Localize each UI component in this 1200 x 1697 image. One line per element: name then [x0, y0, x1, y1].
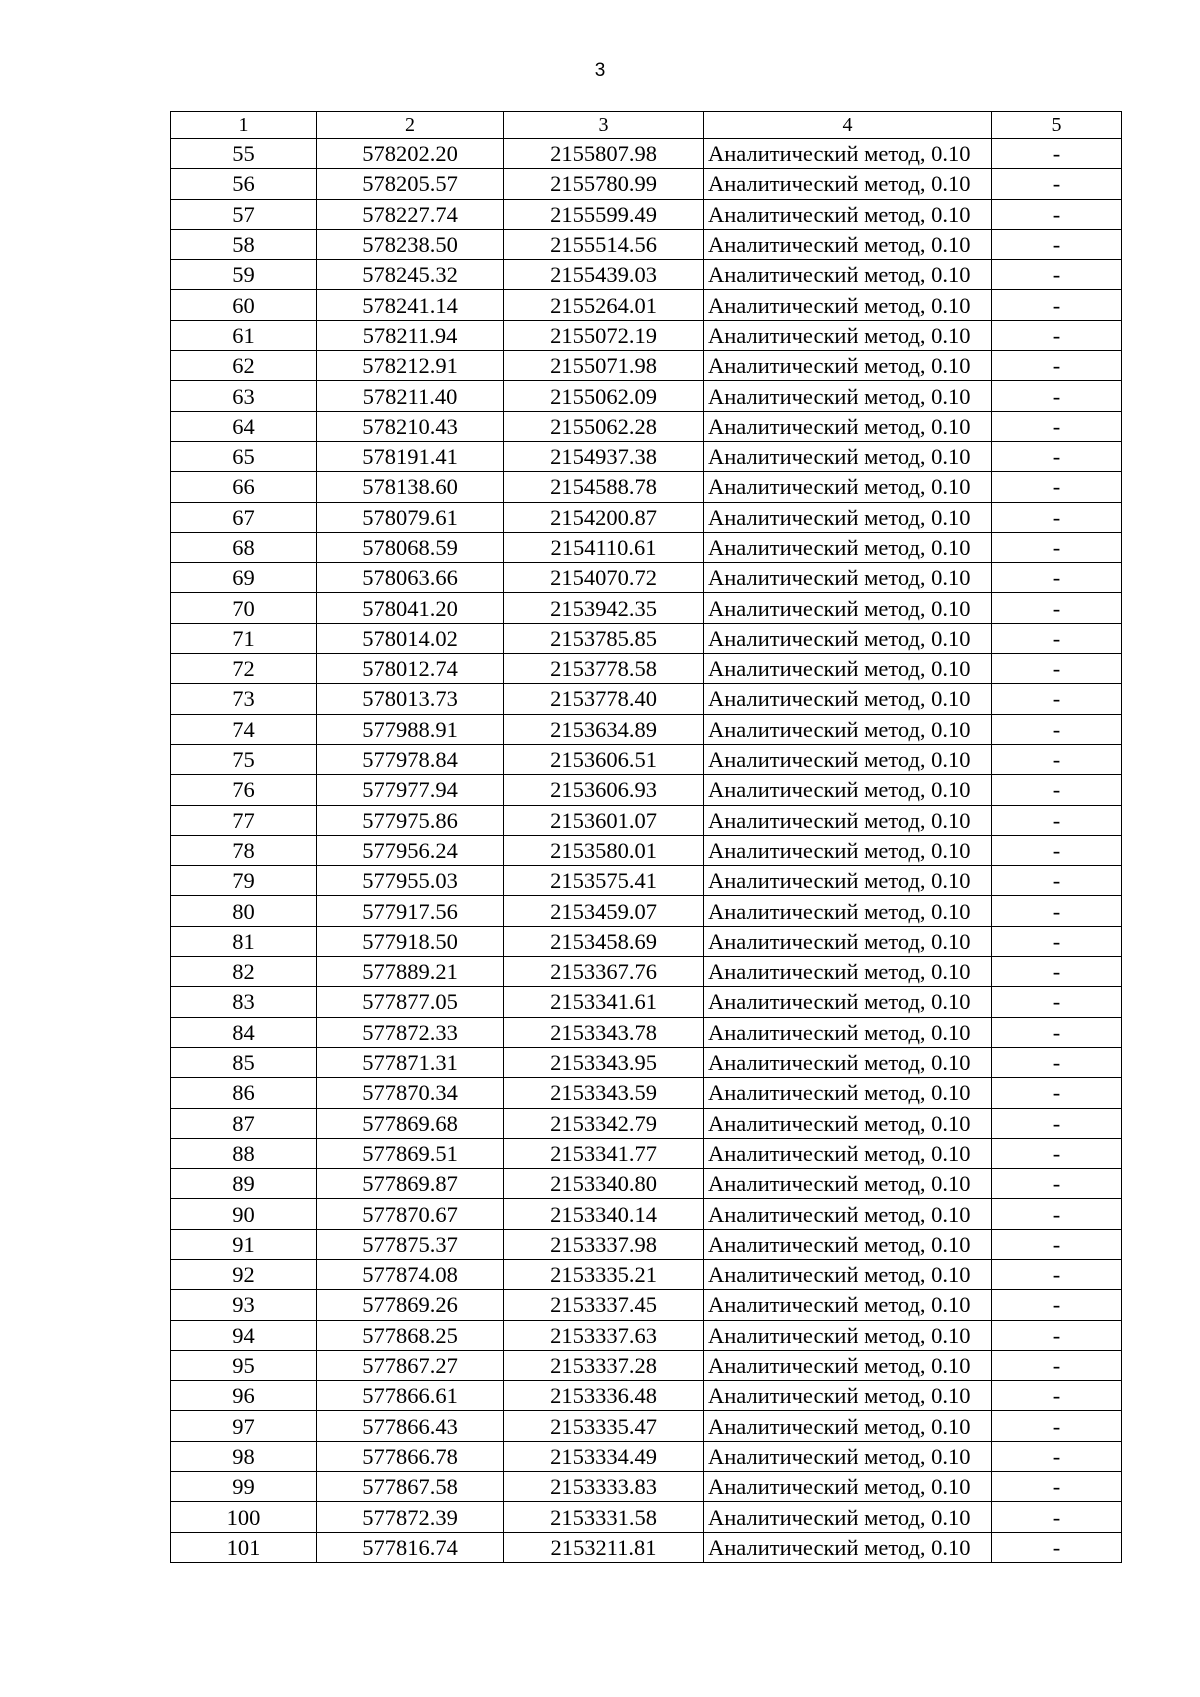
note-cell: -: [992, 1441, 1122, 1471]
page-number: 3: [594, 60, 606, 81]
method-cell: Аналитический метод, 0.10: [704, 744, 992, 774]
table-row: [171, 1381, 1122, 1411]
method-cell: Аналитический метод, 0.10: [704, 532, 992, 562]
note-cell: -: [992, 1411, 1122, 1441]
note-cell: -: [992, 1017, 1122, 1047]
table-row: [171, 502, 1122, 532]
method-cell: Аналитический метод, 0.10: [704, 1381, 992, 1411]
y-coordinate-cell: 2153778.40: [504, 684, 704, 714]
method-cell: Аналитический метод, 0.10: [704, 775, 992, 805]
x-coordinate-cell: 577917.56: [317, 896, 504, 926]
x-coordinate-cell: 577867.58: [317, 1472, 504, 1502]
table-row: [171, 1199, 1122, 1229]
x-coordinate-cell: 577978.84: [317, 744, 504, 774]
table-row: [171, 532, 1122, 562]
point-number-cell: 71: [171, 623, 317, 653]
table-row: [171, 1078, 1122, 1108]
table-row: [171, 1169, 1122, 1199]
x-coordinate-cell: 578227.74: [317, 199, 504, 229]
x-coordinate-cell: 577871.31: [317, 1047, 504, 1077]
y-coordinate-cell: 2153458.69: [504, 926, 704, 956]
note-cell: -: [992, 957, 1122, 987]
method-cell: Аналитический метод, 0.10: [704, 169, 992, 199]
table-row: [171, 472, 1122, 502]
method-cell: Аналитический метод, 0.10: [704, 411, 992, 441]
point-number-cell: 98: [171, 1441, 317, 1471]
note-cell: -: [992, 381, 1122, 411]
method-cell: Аналитический метод, 0.10: [704, 1411, 992, 1441]
method-cell: Аналитический метод, 0.10: [704, 926, 992, 956]
table-body: [171, 139, 1122, 1563]
y-coordinate-cell: 2155599.49: [504, 199, 704, 229]
y-coordinate-cell: 2154110.61: [504, 532, 704, 562]
y-coordinate-cell: 2155807.98: [504, 139, 704, 169]
y-coordinate-cell: 2153575.41: [504, 866, 704, 896]
y-coordinate-cell: 2153606.93: [504, 775, 704, 805]
y-coordinate-cell: 2153341.77: [504, 1138, 704, 1168]
x-coordinate-cell: 578013.73: [317, 684, 504, 714]
note-cell: -: [992, 1472, 1122, 1502]
note-cell: -: [992, 987, 1122, 1017]
point-number-cell: 85: [171, 1047, 317, 1077]
method-cell: Аналитический метод, 0.10: [704, 139, 992, 169]
point-number-cell: 93: [171, 1290, 317, 1320]
x-coordinate-cell: 577956.24: [317, 835, 504, 865]
method-cell: Аналитический метод, 0.10: [704, 1078, 992, 1108]
method-cell: Аналитический метод, 0.10: [704, 1017, 992, 1047]
method-cell: Аналитический метод, 0.10: [704, 351, 992, 381]
method-cell: Аналитический метод, 0.10: [704, 1047, 992, 1077]
x-coordinate-cell: 577870.67: [317, 1199, 504, 1229]
x-coordinate-cell: 577870.34: [317, 1078, 504, 1108]
table-row: [171, 654, 1122, 684]
method-cell: Аналитический метод, 0.10: [704, 320, 992, 350]
y-coordinate-cell: 2153337.98: [504, 1229, 704, 1259]
x-coordinate-cell: 577955.03: [317, 866, 504, 896]
table-row: [171, 957, 1122, 987]
y-coordinate-cell: 2153336.48: [504, 1381, 704, 1411]
x-coordinate-cell: 578212.91: [317, 351, 504, 381]
header-row: [171, 112, 1122, 139]
x-coordinate-cell: 578245.32: [317, 260, 504, 290]
method-cell: Аналитический метод, 0.10: [704, 1472, 992, 1502]
note-cell: -: [992, 1532, 1122, 1562]
point-number-cell: 65: [171, 441, 317, 471]
x-coordinate-cell: 577868.25: [317, 1320, 504, 1350]
point-number-cell: 88: [171, 1138, 317, 1168]
x-coordinate-cell: 577872.39: [317, 1502, 504, 1532]
point-number-cell: 57: [171, 199, 317, 229]
table-row: [171, 926, 1122, 956]
note-cell: -: [992, 593, 1122, 623]
y-coordinate-cell: 2154070.72: [504, 563, 704, 593]
note-cell: -: [992, 896, 1122, 926]
x-coordinate-cell: 578238.50: [317, 229, 504, 259]
x-coordinate-cell: 578241.14: [317, 290, 504, 320]
method-cell: Аналитический метод, 0.10: [704, 957, 992, 987]
x-coordinate-cell: 577869.87: [317, 1169, 504, 1199]
point-number-cell: 64: [171, 411, 317, 441]
note-cell: -: [992, 1259, 1122, 1289]
x-coordinate-cell: 577918.50: [317, 926, 504, 956]
point-number-cell: 62: [171, 351, 317, 381]
method-cell: Аналитический метод, 0.10: [704, 1229, 992, 1259]
y-coordinate-cell: 2153343.59: [504, 1078, 704, 1108]
y-coordinate-cell: 2153343.95: [504, 1047, 704, 1077]
table-row: [171, 987, 1122, 1017]
method-cell: Аналитический метод, 0.10: [704, 1502, 992, 1532]
point-number-cell: 68: [171, 532, 317, 562]
table-row: [171, 1290, 1122, 1320]
x-coordinate-cell: 578202.20: [317, 139, 504, 169]
point-number-cell: 76: [171, 775, 317, 805]
note-cell: -: [992, 1290, 1122, 1320]
point-number-cell: 96: [171, 1381, 317, 1411]
note-cell: -: [992, 623, 1122, 653]
table-row: [171, 290, 1122, 320]
x-coordinate-cell: 578041.20: [317, 593, 504, 623]
note-cell: -: [992, 169, 1122, 199]
x-coordinate-cell: 577874.08: [317, 1259, 504, 1289]
table-row: [171, 1532, 1122, 1562]
x-coordinate-cell: 578138.60: [317, 472, 504, 502]
y-coordinate-cell: 2153331.58: [504, 1502, 704, 1532]
x-coordinate-cell: 577877.05: [317, 987, 504, 1017]
y-coordinate-cell: 2153634.89: [504, 714, 704, 744]
note-cell: -: [992, 1502, 1122, 1532]
point-number-cell: 86: [171, 1078, 317, 1108]
table-row: [171, 169, 1122, 199]
note-cell: -: [992, 805, 1122, 835]
x-coordinate-cell: 577869.68: [317, 1108, 504, 1138]
note-cell: -: [992, 139, 1122, 169]
point-number-cell: 69: [171, 563, 317, 593]
note-cell: -: [992, 835, 1122, 865]
note-cell: -: [992, 260, 1122, 290]
x-coordinate-cell: 578014.02: [317, 623, 504, 653]
table-row: [171, 381, 1122, 411]
point-number-cell: 94: [171, 1320, 317, 1350]
method-cell: Аналитический метод, 0.10: [704, 502, 992, 532]
note-cell: -: [992, 775, 1122, 805]
table-row: [171, 1411, 1122, 1441]
coordinates-table: [170, 111, 1122, 1563]
note-cell: -: [992, 1047, 1122, 1077]
point-number-cell: 87: [171, 1108, 317, 1138]
x-coordinate-cell: 578191.41: [317, 441, 504, 471]
method-cell: Аналитический метод, 0.10: [704, 1350, 992, 1380]
table-row: [171, 1108, 1122, 1138]
table-row: [171, 411, 1122, 441]
header-cell-3: 3: [504, 112, 704, 139]
table-row: [171, 896, 1122, 926]
point-number-cell: 100: [171, 1502, 317, 1532]
table-row: [171, 351, 1122, 381]
note-cell: -: [992, 1199, 1122, 1229]
y-coordinate-cell: 2153337.28: [504, 1350, 704, 1380]
header-cell-2: 2: [317, 112, 504, 139]
table-row: [171, 744, 1122, 774]
note-cell: -: [992, 532, 1122, 562]
x-coordinate-cell: 578210.43: [317, 411, 504, 441]
point-number-cell: 82: [171, 957, 317, 987]
note-cell: -: [992, 411, 1122, 441]
y-coordinate-cell: 2153334.49: [504, 1441, 704, 1471]
method-cell: Аналитический метод, 0.10: [704, 835, 992, 865]
y-coordinate-cell: 2153340.14: [504, 1199, 704, 1229]
note-cell: -: [992, 1108, 1122, 1138]
note-cell: -: [992, 654, 1122, 684]
point-number-cell: 73: [171, 684, 317, 714]
x-coordinate-cell: 577866.78: [317, 1441, 504, 1471]
method-cell: Аналитический метод, 0.10: [704, 684, 992, 714]
table-row: [171, 563, 1122, 593]
header-cell-5: 5: [992, 112, 1122, 139]
x-coordinate-cell: 577875.37: [317, 1229, 504, 1259]
method-cell: Аналитический метод, 0.10: [704, 441, 992, 471]
point-number-cell: 78: [171, 835, 317, 865]
point-number-cell: 67: [171, 502, 317, 532]
table-row: [171, 684, 1122, 714]
point-number-cell: 83: [171, 987, 317, 1017]
table-row: [171, 1017, 1122, 1047]
y-coordinate-cell: 2155071.98: [504, 351, 704, 381]
x-coordinate-cell: 578211.40: [317, 381, 504, 411]
method-cell: Аналитический метод, 0.10: [704, 290, 992, 320]
x-coordinate-cell: 577816.74: [317, 1532, 504, 1562]
point-number-cell: 81: [171, 926, 317, 956]
method-cell: Аналитический метод, 0.10: [704, 199, 992, 229]
method-cell: Аналитический метод, 0.10: [704, 1532, 992, 1562]
point-number-cell: 97: [171, 1411, 317, 1441]
y-coordinate-cell: 2155439.03: [504, 260, 704, 290]
method-cell: Аналитический метод, 0.10: [704, 229, 992, 259]
note-cell: -: [992, 502, 1122, 532]
method-cell: Аналитический метод, 0.10: [704, 1320, 992, 1350]
point-number-cell: 63: [171, 381, 317, 411]
table-row: [171, 1502, 1122, 1532]
method-cell: Аналитический метод, 0.10: [704, 381, 992, 411]
y-coordinate-cell: 2153785.85: [504, 623, 704, 653]
method-cell: Аналитический метод, 0.10: [704, 1199, 992, 1229]
table-row: [171, 1229, 1122, 1259]
point-number-cell: 101: [171, 1532, 317, 1562]
point-number-cell: 89: [171, 1169, 317, 1199]
y-coordinate-cell: 2154937.38: [504, 441, 704, 471]
note-cell: -: [992, 563, 1122, 593]
y-coordinate-cell: 2153335.47: [504, 1411, 704, 1441]
method-cell: Аналитический метод, 0.10: [704, 1259, 992, 1289]
table-row: [171, 1138, 1122, 1168]
table-row: [171, 623, 1122, 653]
method-cell: Аналитический метод, 0.10: [704, 260, 992, 290]
method-cell: Аналитический метод, 0.10: [704, 623, 992, 653]
x-coordinate-cell: 578068.59: [317, 532, 504, 562]
note-cell: -: [992, 1350, 1122, 1380]
point-number-cell: 55: [171, 139, 317, 169]
x-coordinate-cell: 577988.91: [317, 714, 504, 744]
table-row: [171, 1259, 1122, 1289]
method-cell: Аналитический метод, 0.10: [704, 1169, 992, 1199]
table-row: [171, 139, 1122, 169]
x-coordinate-cell: 578211.94: [317, 320, 504, 350]
point-number-cell: 79: [171, 866, 317, 896]
method-cell: Аналитический метод, 0.10: [704, 805, 992, 835]
note-cell: -: [992, 1138, 1122, 1168]
point-number-cell: 99: [171, 1472, 317, 1502]
note-cell: -: [992, 1381, 1122, 1411]
method-cell: Аналитический метод, 0.10: [704, 654, 992, 684]
y-coordinate-cell: 2153335.21: [504, 1259, 704, 1289]
y-coordinate-cell: 2153211.81: [504, 1532, 704, 1562]
x-coordinate-cell: 577869.51: [317, 1138, 504, 1168]
table-header: [171, 112, 1122, 139]
header-cell-4: 4: [704, 112, 992, 139]
y-coordinate-cell: 2153337.63: [504, 1320, 704, 1350]
point-number-cell: 70: [171, 593, 317, 623]
method-cell: Аналитический метод, 0.10: [704, 987, 992, 1017]
note-cell: -: [992, 351, 1122, 381]
point-number-cell: 66: [171, 472, 317, 502]
method-cell: Аналитический метод, 0.10: [704, 563, 992, 593]
x-coordinate-cell: 577866.43: [317, 1411, 504, 1441]
y-coordinate-cell: 2153459.07: [504, 896, 704, 926]
y-coordinate-cell: 2153343.78: [504, 1017, 704, 1047]
table-row: [171, 714, 1122, 744]
table-row: [171, 1472, 1122, 1502]
note-cell: -: [992, 744, 1122, 774]
note-cell: -: [992, 1169, 1122, 1199]
y-coordinate-cell: 2153942.35: [504, 593, 704, 623]
x-coordinate-cell: 577869.26: [317, 1290, 504, 1320]
note-cell: -: [992, 441, 1122, 471]
note-cell: -: [992, 229, 1122, 259]
y-coordinate-cell: 2153340.80: [504, 1169, 704, 1199]
method-cell: Аналитический метод, 0.10: [704, 866, 992, 896]
point-number-cell: 77: [171, 805, 317, 835]
method-cell: Аналитический метод, 0.10: [704, 1441, 992, 1471]
table-row: [171, 866, 1122, 896]
point-number-cell: 95: [171, 1350, 317, 1380]
table-row: [171, 199, 1122, 229]
y-coordinate-cell: 2153367.76: [504, 957, 704, 987]
y-coordinate-cell: 2153341.61: [504, 987, 704, 1017]
table-row: [171, 835, 1122, 865]
table-row: [171, 320, 1122, 350]
x-coordinate-cell: 577866.61: [317, 1381, 504, 1411]
table-row: [171, 805, 1122, 835]
table-row: [171, 775, 1122, 805]
note-cell: -: [992, 472, 1122, 502]
note-cell: -: [992, 926, 1122, 956]
y-coordinate-cell: 2153337.45: [504, 1290, 704, 1320]
note-cell: -: [992, 290, 1122, 320]
method-cell: Аналитический метод, 0.10: [704, 1138, 992, 1168]
y-coordinate-cell: 2155514.56: [504, 229, 704, 259]
y-coordinate-cell: 2153342.79: [504, 1108, 704, 1138]
y-coordinate-cell: 2155072.19: [504, 320, 704, 350]
y-coordinate-cell: 2153601.07: [504, 805, 704, 835]
y-coordinate-cell: 2155062.28: [504, 411, 704, 441]
method-cell: Аналитический метод, 0.10: [704, 896, 992, 926]
x-coordinate-cell: 578205.57: [317, 169, 504, 199]
y-coordinate-cell: 2155264.01: [504, 290, 704, 320]
point-number-cell: 72: [171, 654, 317, 684]
table-row: [171, 1320, 1122, 1350]
x-coordinate-cell: 577872.33: [317, 1017, 504, 1047]
y-coordinate-cell: 2154588.78: [504, 472, 704, 502]
method-cell: Аналитический метод, 0.10: [704, 1108, 992, 1138]
y-coordinate-cell: 2155780.99: [504, 169, 704, 199]
x-coordinate-cell: 578012.74: [317, 654, 504, 684]
note-cell: -: [992, 320, 1122, 350]
point-number-cell: 60: [171, 290, 317, 320]
table-row: [171, 260, 1122, 290]
point-number-cell: 58: [171, 229, 317, 259]
point-number-cell: 75: [171, 744, 317, 774]
y-coordinate-cell: 2153333.83: [504, 1472, 704, 1502]
note-cell: -: [992, 1229, 1122, 1259]
note-cell: -: [992, 199, 1122, 229]
point-number-cell: 59: [171, 260, 317, 290]
y-coordinate-cell: 2153606.51: [504, 744, 704, 774]
y-coordinate-cell: 2154200.87: [504, 502, 704, 532]
table-row: [171, 1047, 1122, 1077]
note-cell: -: [992, 714, 1122, 744]
point-number-cell: 80: [171, 896, 317, 926]
point-number-cell: 61: [171, 320, 317, 350]
table-row: [171, 1441, 1122, 1471]
point-number-cell: 74: [171, 714, 317, 744]
table-row: [171, 229, 1122, 259]
note-cell: -: [992, 1078, 1122, 1108]
point-number-cell: 56: [171, 169, 317, 199]
point-number-cell: 84: [171, 1017, 317, 1047]
x-coordinate-cell: 578063.66: [317, 563, 504, 593]
method-cell: Аналитический метод, 0.10: [704, 593, 992, 623]
method-cell: Аналитический метод, 0.10: [704, 472, 992, 502]
method-cell: Аналитический метод, 0.10: [704, 1290, 992, 1320]
x-coordinate-cell: 577977.94: [317, 775, 504, 805]
y-coordinate-cell: 2153778.58: [504, 654, 704, 684]
table-row: [171, 1350, 1122, 1380]
note-cell: -: [992, 684, 1122, 714]
x-coordinate-cell: 577975.86: [317, 805, 504, 835]
table-row: [171, 441, 1122, 471]
x-coordinate-cell: 578079.61: [317, 502, 504, 532]
note-cell: -: [992, 866, 1122, 896]
x-coordinate-cell: 577867.27: [317, 1350, 504, 1380]
y-coordinate-cell: 2153580.01: [504, 835, 704, 865]
point-number-cell: 92: [171, 1259, 317, 1289]
method-cell: Аналитический метод, 0.10: [704, 714, 992, 744]
y-coordinate-cell: 2155062.09: [504, 381, 704, 411]
note-cell: -: [992, 1320, 1122, 1350]
x-coordinate-cell: 577889.21: [317, 957, 504, 987]
table-row: [171, 593, 1122, 623]
header-cell-1: 1: [171, 112, 317, 139]
point-number-cell: 90: [171, 1199, 317, 1229]
point-number-cell: 91: [171, 1229, 317, 1259]
